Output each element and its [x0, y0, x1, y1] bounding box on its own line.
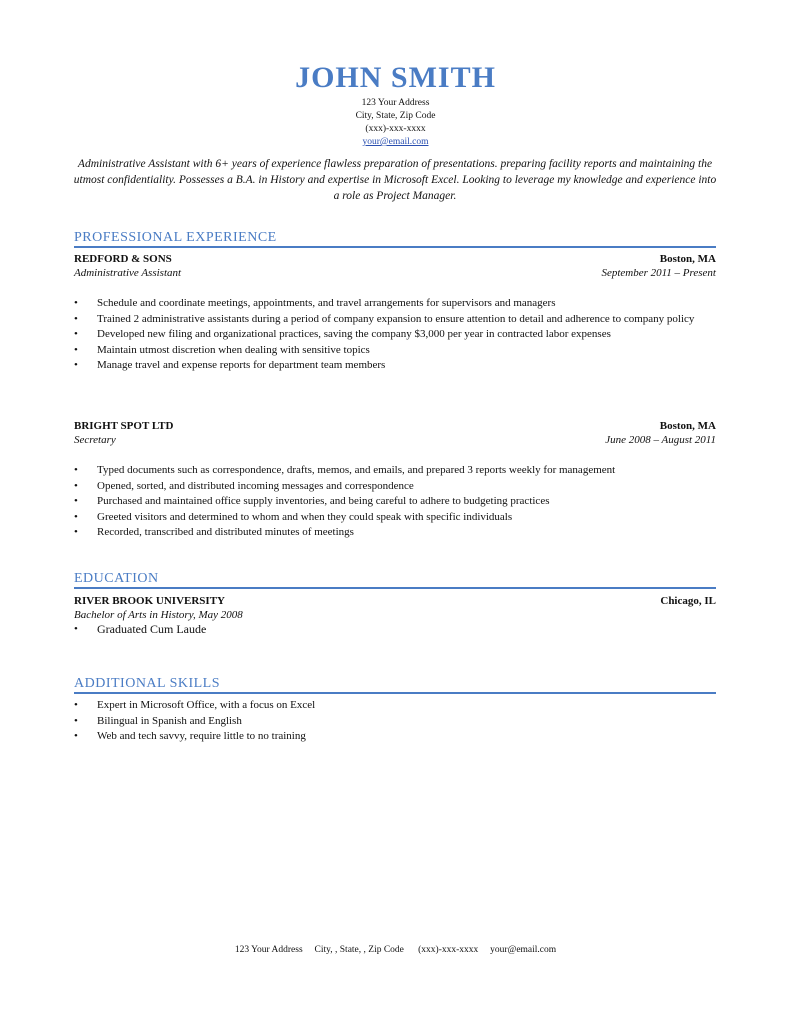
list-item-text: Typed documents such as correspondence, drafts, memos, and emails, and prepared 3 reports weekly for management: [97, 464, 616, 476]
education-subheader: [74, 608, 716, 623]
bullet-icon: •: [74, 297, 78, 309]
bullet-icon: •: [74, 359, 78, 371]
list-item: [74, 296, 716, 312]
bullet-icon: •: [74, 479, 78, 492]
email-link[interactable]: your@email.com: [362, 137, 429, 147]
bullet-icon: •: [74, 312, 78, 325]
list-item: [74, 494, 716, 510]
job-1-role: Administrative Assistant: [74, 267, 182, 279]
bullet-icon: •: [74, 343, 78, 356]
candidate-name: JOHN SMITH: [295, 61, 496, 94]
job-2-dates: June 2008 – August 2011: [605, 434, 716, 446]
bullet-icon: •: [74, 623, 78, 635]
bullet-icon: •: [74, 730, 78, 742]
address-line-1: 123 Your Address: [361, 98, 430, 108]
list-item-text: Purchased and maintained office supply inventories, and being careful to adhere to budgeting practices: [97, 495, 550, 507]
profile-summary: Administrative Assistant with 6+ years of experience flawless preparation of presentations. preparing facility reports and maintaining the utmost confidentiality. Possesses a B.A. in History and expertise in Microsoft Excel. Looking to leverage my knowledge and experience into a role as Project Manager.: [73, 158, 717, 202]
education-degree: Bachelor of Arts in History, May 2008: [74, 609, 243, 621]
list-item-text: Maintain utmost discretion when dealing with sensitive topics: [97, 343, 370, 356]
job-1-header: [74, 252, 716, 267]
job-1-bullets: [74, 296, 716, 374]
job-2-company: BRIGHT SPOT LTD: [74, 420, 174, 432]
list-item-text: Web and tech savvy, require little to no training: [97, 730, 306, 742]
section-heading-experience: PROFESSIONAL EXPERIENCE: [74, 230, 716, 248]
section-heading-education: EDUCATION: [74, 571, 716, 589]
job-1-subheader: [74, 266, 716, 281]
address-line-2: City, State, Zip Code: [355, 111, 436, 121]
list-item-text: Opened, sorted, and distributed incoming messages and correspondence: [97, 479, 414, 492]
job-1-dates: September 2011 – Present: [601, 267, 716, 279]
list-item-text: Expert in Microsoft Office, with a focus on Excel: [97, 699, 316, 711]
list-item-text: Trained 2 administrative assistants during a period of company expansion to ensure attention to detail and adherence to company policy: [97, 312, 695, 325]
list-item-text: Schedule and coordinate meetings, appointments, and travel arrangements for supervisors and managers: [97, 297, 556, 309]
job-2-subheader: [74, 433, 716, 448]
list-item: [74, 343, 716, 359]
list-item-text: Recorded, transcribed and distributed minutes of meetings: [97, 526, 354, 538]
list-item-text: Greeted visitors and determined to whom and when they could speak with specific individuals: [97, 510, 513, 523]
section-heading-skills: ADDITIONAL SKILLS: [74, 676, 716, 694]
education-bullets: [74, 622, 716, 638]
list-item-text: Bilingual in Spanish and English: [97, 714, 242, 727]
bullet-icon: •: [74, 510, 78, 523]
job-1-company: REDFORD & SONS: [74, 253, 172, 265]
education-location: Chicago, IL: [660, 595, 716, 607]
contact-block: [0, 97, 791, 149]
job-2-header: [74, 419, 716, 434]
bullet-icon: •: [74, 328, 78, 340]
footer-contact: 123 Your Address City, , State, , Zip Code (xxx)-xxx-xxxx your@email.com: [234, 945, 557, 955]
bullet-icon: •: [74, 464, 78, 476]
list-item: [74, 729, 716, 745]
list-item: [74, 525, 716, 541]
list-item-text: Graduated Cum Laude: [97, 622, 207, 636]
list-item: [74, 479, 716, 495]
list-item-text: Manage travel and expense reports for department team members: [97, 359, 386, 371]
job-2-bullets: [74, 463, 716, 541]
list-item: [74, 327, 716, 343]
list-item-text: Developed new filing and organizational practices, saving the company $3,000 per year in contracted labor expenses: [97, 328, 611, 340]
list-item: [74, 622, 716, 638]
list-item: [74, 358, 716, 374]
bullet-icon: •: [74, 714, 78, 727]
list-item: [74, 698, 716, 714]
job-1-location: Boston, MA: [659, 253, 716, 265]
job-2-location: Boston, MA: [659, 420, 716, 432]
education-header: [74, 594, 716, 609]
skills-bullets: [74, 698, 716, 745]
list-item: [74, 312, 716, 328]
job-2-role: Secretary: [74, 434, 116, 446]
bullet-icon: •: [74, 495, 78, 507]
list-item: [74, 510, 716, 526]
list-item: [74, 463, 716, 479]
education-school: RIVER BROOK UNIVERSITY: [74, 595, 225, 607]
bullet-icon: •: [74, 699, 78, 711]
list-item: [74, 714, 716, 730]
bullet-icon: •: [74, 526, 78, 538]
phone-number: (xxx)-xxx-xxxx: [365, 124, 426, 134]
